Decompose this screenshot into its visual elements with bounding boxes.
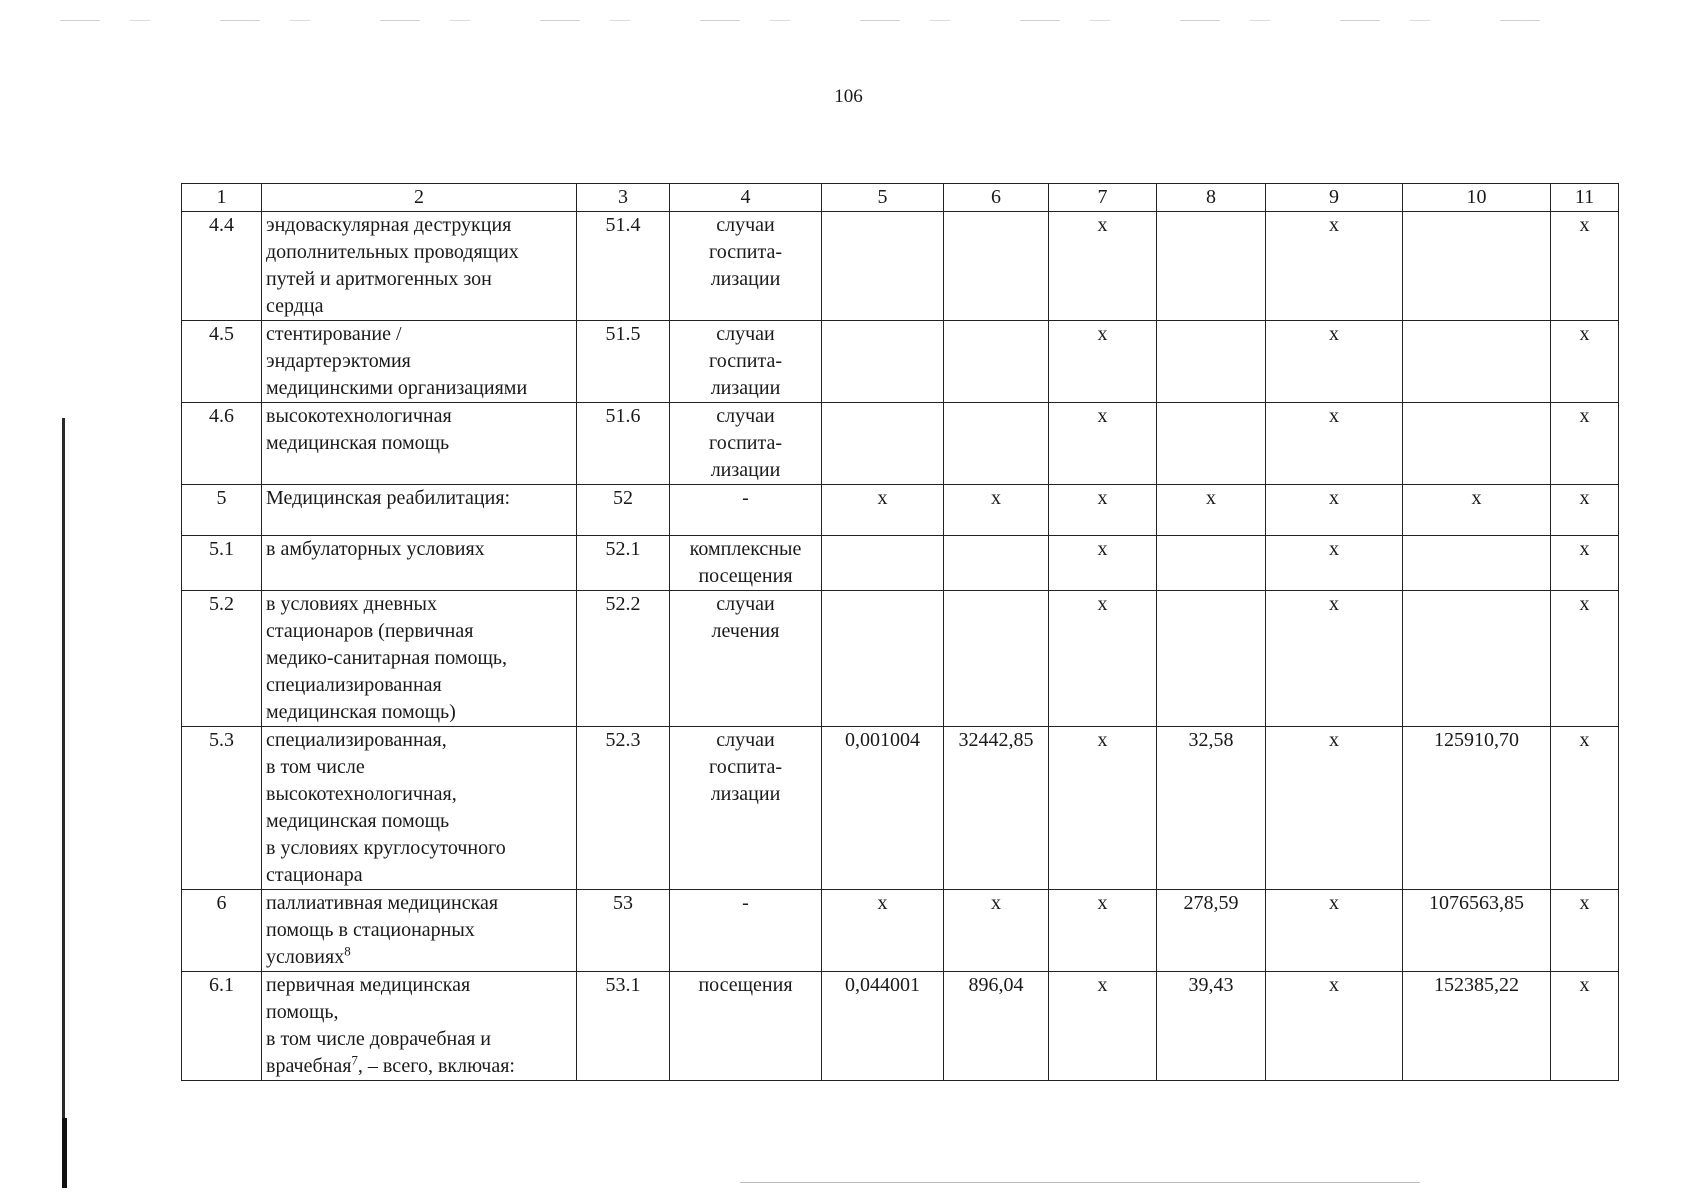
row-value-cell xyxy=(1157,591,1266,727)
row-value-cell: x xyxy=(1266,321,1403,403)
row-unit-cell: - xyxy=(670,485,822,536)
row-value-cell: x xyxy=(822,485,944,536)
row-value-cell: x xyxy=(1551,591,1619,727)
table-row xyxy=(182,591,1619,727)
row-value-cell: x xyxy=(822,890,944,972)
row-value-cell: 152385,22 xyxy=(1403,972,1551,1081)
row-value-cell xyxy=(1157,536,1266,591)
row-code-cell: 51.4 xyxy=(577,212,670,321)
row-unit-cell: комплексные посещения xyxy=(670,536,822,591)
row-name-cell xyxy=(262,727,577,890)
row-value-cell: 278,59 xyxy=(1157,890,1266,972)
row-value-cell: 1076563,85 xyxy=(1403,890,1551,972)
row-value-cell: x xyxy=(1049,727,1157,890)
row-code-cell: 52.1 xyxy=(577,536,670,591)
row-value-cell: x xyxy=(1266,727,1403,890)
footnote-marker: 7 xyxy=(351,1052,358,1068)
row-value-cell: x xyxy=(1551,212,1619,321)
row-value-cell: x xyxy=(1266,212,1403,321)
row-value-cell: x xyxy=(944,890,1049,972)
row-value-cell: x xyxy=(1266,403,1403,485)
row-code-cell: 52.3 xyxy=(577,727,670,890)
row-value-cell xyxy=(1157,321,1266,403)
row-value-cell xyxy=(822,536,944,591)
row-name-cell xyxy=(262,536,577,591)
row-name-text: в амбулаторных условиях xyxy=(266,538,485,560)
row-value-cell: x xyxy=(1157,485,1266,536)
row-value-cell: x xyxy=(1049,536,1157,591)
row-value-cell: 125910,70 xyxy=(1403,727,1551,890)
row-name-text: Медицинская реабилитация: xyxy=(266,487,511,509)
header-cell: 10 xyxy=(1403,184,1551,212)
row-value-cell xyxy=(822,212,944,321)
row-code-cell: 51.6 xyxy=(577,403,670,485)
row-value-cell xyxy=(944,321,1049,403)
row-value-cell: 0,001004 xyxy=(822,727,944,890)
header-cell: 6 xyxy=(944,184,1049,212)
row-number-cell: 5.1 xyxy=(182,536,262,591)
row-name-text: высокотехнологичная медицинская помощь xyxy=(266,405,452,454)
row-value-cell xyxy=(1157,212,1266,321)
row-value-cell: x xyxy=(1551,321,1619,403)
row-name-cell xyxy=(262,591,577,727)
header-cell: 8 xyxy=(1157,184,1266,212)
row-number-cell: 5.2 xyxy=(182,591,262,727)
row-code-cell: 53.1 xyxy=(577,972,670,1081)
row-value-cell: x xyxy=(1049,403,1157,485)
row-value-cell: 0,044001 xyxy=(822,972,944,1081)
row-value-cell: 39,43 xyxy=(1157,972,1266,1081)
row-unit-cell: случаи госпита- лизации xyxy=(670,212,822,321)
row-number-cell: 5.3 xyxy=(182,727,262,890)
row-name-text: первичная медицинская помощь, в том числе доврачебная и врачебная xyxy=(266,974,491,1077)
table-row xyxy=(182,536,1619,591)
row-value-cell: x xyxy=(944,485,1049,536)
row-value-cell: x xyxy=(1551,485,1619,536)
row-value-cell xyxy=(822,591,944,727)
row-value-cell: x xyxy=(1266,485,1403,536)
row-name-text: стентирование / эндартерэктомия медицинскими организациями xyxy=(266,323,528,399)
row-value-cell: x xyxy=(1049,890,1157,972)
table-header-row xyxy=(182,184,1619,212)
row-value-cell xyxy=(944,403,1049,485)
row-value-cell: x xyxy=(1266,591,1403,727)
row-value-cell xyxy=(1403,536,1551,591)
header-cell: 11 xyxy=(1551,184,1619,212)
row-name-text: эндоваскулярная деструкция дополнительных проводящих путей и аритмогенных зон сердца xyxy=(266,214,519,317)
row-value-cell xyxy=(944,212,1049,321)
header-cell: 9 xyxy=(1266,184,1403,212)
row-name-cell xyxy=(262,321,577,403)
header-cell: 2 xyxy=(262,184,577,212)
table-row xyxy=(182,890,1619,972)
row-value-cell: x xyxy=(1049,212,1157,321)
row-number-cell: 4.6 xyxy=(182,403,262,485)
row-value-cell xyxy=(1157,403,1266,485)
row-value-cell: x xyxy=(1403,485,1551,536)
row-value-cell: x xyxy=(1049,591,1157,727)
row-unit-cell: посещения xyxy=(670,972,822,1081)
row-value-cell: x xyxy=(1551,890,1619,972)
row-unit-cell: случаи госпита- лизации xyxy=(670,727,822,890)
table-row xyxy=(182,727,1619,890)
page-number: 106 xyxy=(834,86,863,107)
row-value-cell xyxy=(822,403,944,485)
header-cell: 3 xyxy=(577,184,670,212)
row-value-cell: x xyxy=(1266,536,1403,591)
row-value-cell xyxy=(1403,591,1551,727)
row-unit-cell: случаи госпита- лизации xyxy=(670,403,822,485)
row-name-cell xyxy=(262,403,577,485)
table-row xyxy=(182,972,1619,1081)
row-code-cell: 52 xyxy=(577,485,670,536)
header-cell: 5 xyxy=(822,184,944,212)
row-value-cell: x xyxy=(1266,890,1403,972)
row-name-text: паллиативная медицинская помощь в стационарных условиях xyxy=(266,892,499,968)
row-name-cell xyxy=(262,972,577,1081)
row-value-cell xyxy=(944,536,1049,591)
row-value-cell: 32,58 xyxy=(1157,727,1266,890)
row-value-cell xyxy=(1403,403,1551,485)
row-number-cell: 5 xyxy=(182,485,262,536)
row-number-cell: 4.5 xyxy=(182,321,262,403)
header-cell: 7 xyxy=(1049,184,1157,212)
row-value-cell xyxy=(822,321,944,403)
row-value-cell: x xyxy=(1551,972,1619,1081)
header-cell: 1 xyxy=(182,184,262,212)
row-code-cell: 51.5 xyxy=(577,321,670,403)
row-value-cell: x xyxy=(1049,321,1157,403)
row-value-cell xyxy=(1403,212,1551,321)
footnote-marker: 8 xyxy=(344,943,351,959)
row-name-text: специализированная, в том числе высокотехнологичная, медицинская помощь в условиях круглосуточного стационара xyxy=(266,729,506,886)
row-name-cell xyxy=(262,890,577,972)
row-value-cell: x xyxy=(1266,972,1403,1081)
scan-artifact-left-bar xyxy=(62,418,65,1188)
table-row xyxy=(182,212,1619,321)
row-name-cell xyxy=(262,485,577,536)
row-value-cell: x xyxy=(1049,485,1157,536)
scan-artifact-top xyxy=(60,20,1540,21)
row-unit-cell: случаи госпита- лизации xyxy=(670,321,822,403)
row-value-cell: x xyxy=(1551,403,1619,485)
header-cell: 4 xyxy=(670,184,822,212)
row-value-cell: x xyxy=(1049,972,1157,1081)
row-unit-cell: - xyxy=(670,890,822,972)
table-row xyxy=(182,403,1619,485)
row-number-cell: 6.1 xyxy=(182,972,262,1081)
table-row xyxy=(182,321,1619,403)
row-value-cell: x xyxy=(1551,727,1619,890)
scan-artifact-bottom xyxy=(740,1182,1420,1183)
row-code-cell: 52.2 xyxy=(577,591,670,727)
data-table xyxy=(181,183,1619,1081)
row-value-cell xyxy=(1403,321,1551,403)
row-name-tail: , – всего, включая: xyxy=(357,1055,515,1077)
row-unit-cell: случаи лечения xyxy=(670,591,822,727)
row-number-cell: 4.4 xyxy=(182,212,262,321)
row-number-cell: 6 xyxy=(182,890,262,972)
row-value-cell: 896,04 xyxy=(944,972,1049,1081)
row-name-text: в условиях дневных стационаров (первичная медико-санитарная помощь, специализированная медицинская помощь) xyxy=(266,593,508,723)
row-value-cell: 32442,85 xyxy=(944,727,1049,890)
row-name-cell xyxy=(262,212,577,321)
row-code-cell: 53 xyxy=(577,890,670,972)
row-value-cell xyxy=(944,591,1049,727)
row-value-cell: x xyxy=(1551,536,1619,591)
table-row xyxy=(182,485,1619,536)
